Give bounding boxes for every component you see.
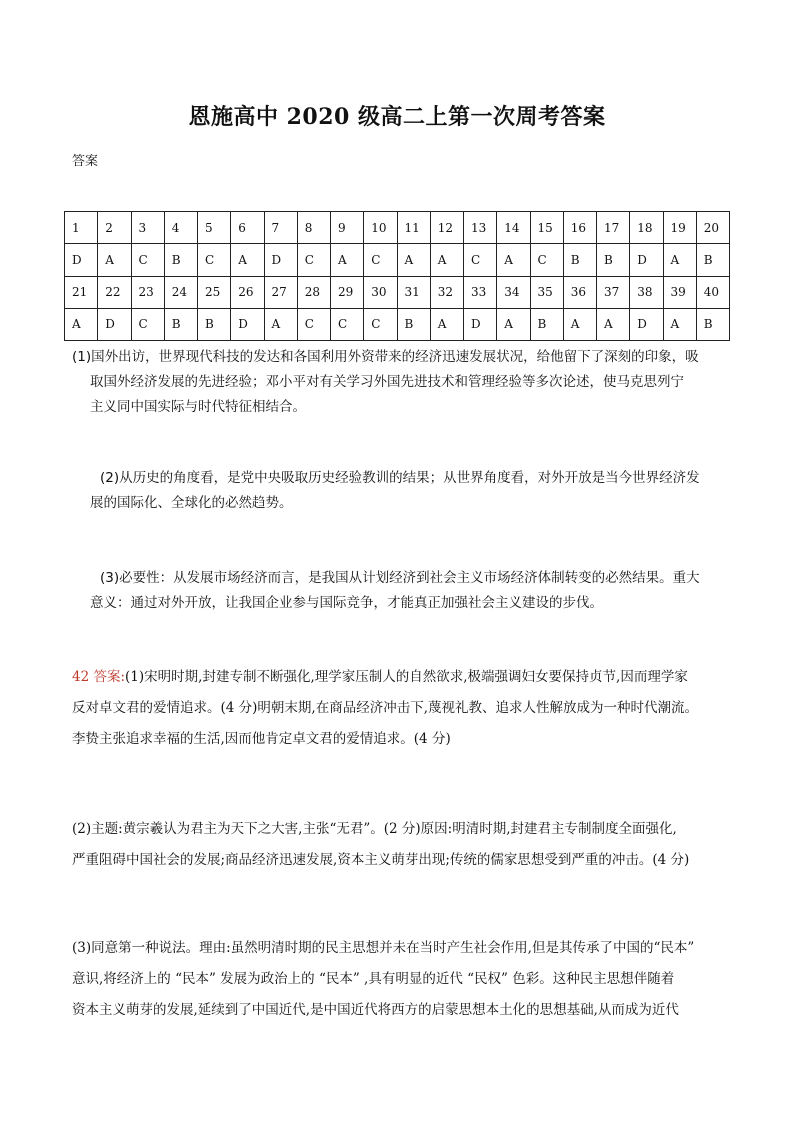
table-cell: B (696, 308, 729, 340)
table-cell: 26 (231, 276, 264, 308)
text-line: 反对卓文君的爱情追求。(4 分)明朝末期,在商品经济冲击下,蔑视礼教、追求人性解放成为一种时代潮流。 (72, 700, 698, 716)
table-cell: 7 (264, 212, 297, 244)
table-cell: A (497, 308, 530, 340)
table-cell: B (198, 308, 231, 340)
table-cell: 39 (663, 276, 696, 308)
table-cell: 25 (198, 276, 231, 308)
text-line: 严重阻碍中国社会的发展;商品经济迅速发展,资本主义萌芽出现;传统的儒家思想受到严重的冲击。(4 分) (72, 852, 690, 868)
text-line: (3)同意第一种说法。理由:虽然明清时期的民主思想并未在当时产生社会作用,但是其传承了中国的“民本” (72, 940, 695, 956)
table-cell: B (696, 244, 729, 276)
table-cell: 9 (331, 212, 364, 244)
table-cell: D (630, 244, 663, 276)
table-cell: D (630, 308, 663, 340)
table-cell: B (397, 308, 430, 340)
table-cell: C (464, 244, 497, 276)
table-cell: 29 (331, 276, 364, 308)
table-cell: 18 (630, 212, 663, 244)
table-cell: B (597, 244, 630, 276)
table-cell: D (464, 308, 497, 340)
table-cell: A (331, 244, 364, 276)
table-cell: 34 (497, 276, 530, 308)
table-cell: A (563, 308, 596, 340)
table-cell: 13 (464, 212, 497, 244)
table-cell: C (364, 244, 397, 276)
table-cell: 15 (530, 212, 563, 244)
answer-table (64, 211, 730, 341)
table-cell: D (264, 244, 297, 276)
table-cell: 10 (364, 212, 397, 244)
table-cell: 22 (98, 276, 131, 308)
table-row (65, 244, 730, 276)
q41-answer-3 (90, 566, 750, 616)
table-cell: C (364, 308, 397, 340)
table-cell: C (530, 244, 563, 276)
table-cell: B (164, 308, 197, 340)
text-line: 42 答案:(1)宋明时期,封建专制不断强化,理学家压制人的自然欲求,极端强调妇女要保持贞节,因而理学家 (72, 669, 688, 685)
table-cell: 33 (464, 276, 497, 308)
table-cell: A (231, 244, 264, 276)
table-cell: 35 (530, 276, 563, 308)
table-cell: C (198, 244, 231, 276)
q42-answer-3 (72, 933, 772, 1026)
table-cell: 32 (430, 276, 463, 308)
table-cell: D (231, 308, 264, 340)
q41-answer-2 (90, 466, 750, 516)
table-cell: A (597, 308, 630, 340)
table-cell: C (131, 244, 164, 276)
table-cell: 30 (364, 276, 397, 308)
text-line: 资本主义萌芽的发展,延续到了中国近代,是中国近代将西方的启蒙思想本土化的思想基础,从而成为近代 (72, 1002, 679, 1018)
table-cell: 2 (98, 212, 131, 244)
table-cell: C (297, 308, 330, 340)
table-cell: A (397, 244, 430, 276)
table-cell: 21 (65, 276, 98, 308)
table-cell: 19 (663, 212, 696, 244)
table-cell: B (530, 308, 563, 340)
section-label: 答案 (72, 154, 99, 169)
table-cell: 12 (430, 212, 463, 244)
table-cell: C (331, 308, 364, 340)
text-line: 主义同中国实际与时代特征相结合。 (90, 399, 306, 415)
text-line: (3)必要性：从发展市场经济而言，是我国从计划经济到社会主义市场经济体制转变的必然结果。重大 (100, 570, 700, 586)
table-cell: B (164, 244, 197, 276)
table-cell: 31 (397, 276, 430, 308)
table-cell: A (65, 308, 98, 340)
table-cell: 16 (563, 212, 596, 244)
table-cell: 3 (131, 212, 164, 244)
table-row (65, 308, 730, 340)
table-cell: A (430, 308, 463, 340)
answer-prefix: 42 答案: (72, 669, 126, 685)
table-cell: C (131, 308, 164, 340)
text-line: 李贽主张追求幸福的生活,因而他肯定卓文君的爱情追求。(4 分) (72, 731, 451, 747)
table-cell: C (297, 244, 330, 276)
table-row (65, 276, 730, 308)
table-cell: D (98, 308, 131, 340)
table-cell: 1 (65, 212, 98, 244)
table-cell: 20 (696, 212, 729, 244)
table-cell: 38 (630, 276, 663, 308)
text-line: 意识,将经济上的 “民本” 发展为政治上的 “民本” ,具有明显的近代 “民权” 色彩。这种民主思想伴随着 (72, 971, 675, 987)
table-cell: A (430, 244, 463, 276)
table-cell: 8 (297, 212, 330, 244)
table-cell: 37 (597, 276, 630, 308)
table-cell: 17 (597, 212, 630, 244)
q42-answer-1 (72, 662, 772, 755)
table-cell: A (264, 308, 297, 340)
table-cell: B (563, 244, 596, 276)
text-line: (2)从历史的角度看，是党中央吸取历史经验教训的结果；从世界角度看，对外开放是当今世界经济发 (100, 470, 700, 486)
q41-answer-1 (72, 345, 752, 420)
table-cell: 24 (164, 276, 197, 308)
q42-answer-2 (72, 814, 772, 876)
table-cell: 36 (563, 276, 596, 308)
table-cell: 4 (164, 212, 197, 244)
table-cell: 23 (131, 276, 164, 308)
text-line: 取国外经济发展的先进经验；邓小平对有关学习外国先进技术和管理经验等多次论述，使马克思列宁 (90, 374, 684, 390)
table-cell: D (65, 244, 98, 276)
text-line: (1)国外出访，世界现代科技的发达和各国利用外资带来的经济迅速发展状况，给他留下了深刻的印象，吸 (72, 349, 699, 365)
table-cell: 28 (297, 276, 330, 308)
table-row (65, 212, 730, 244)
text-line: (2)主题:黄宗羲认为君主为天下之大害,主张“无君”。(2 分)原因:明清时期,封建君主专制制度全面强化, (72, 821, 677, 837)
table-cell: 6 (231, 212, 264, 244)
text-line: 展的国际化、全球化的必然趋势。 (90, 495, 293, 511)
text-line: 意义：通过对外开放，让我国企业参与国际竞争，才能真正加强社会主义建设的步伐。 (90, 595, 603, 611)
page-title: 恩施高中 2020 级高二上第一次周考答案 (188, 104, 606, 130)
table-cell: 11 (397, 212, 430, 244)
table-cell: 40 (696, 276, 729, 308)
table-cell: 14 (497, 212, 530, 244)
table-cell: A (98, 244, 131, 276)
table-cell: A (497, 244, 530, 276)
table-cell: 27 (264, 276, 297, 308)
table-cell: 5 (198, 212, 231, 244)
table-cell: A (663, 244, 696, 276)
table-cell: A (663, 308, 696, 340)
